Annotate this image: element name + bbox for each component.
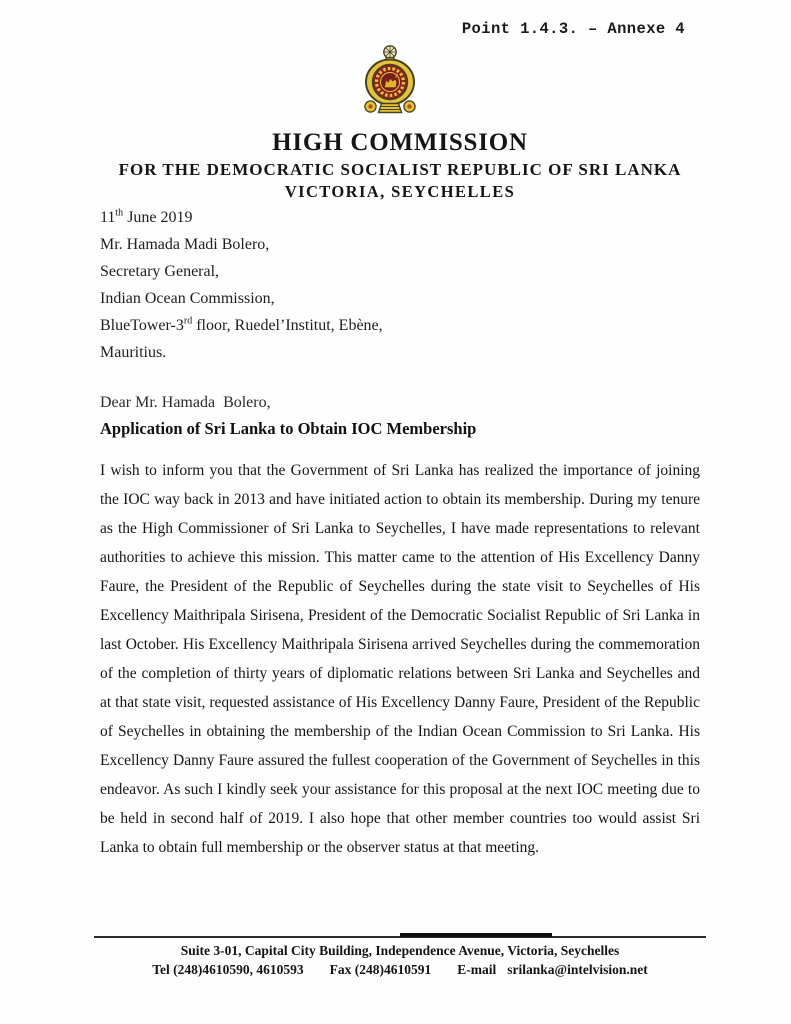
footer-address: Suite 3-01, Capital City Building, Independence Avenue, Victoria, Seychelles — [180, 943, 620, 958]
letterhead — [100, 129, 700, 202]
date-day: 11 — [100, 209, 116, 226]
date-rest: June 2019 — [123, 209, 193, 226]
subject-line: Application of Sri Lanka to Obtain IOC Membership — [100, 419, 477, 438]
recipient-address-post: floor, Ruedel’Institut, Ebène, — [192, 317, 383, 334]
recipient-country: Mauritius. — [100, 344, 167, 361]
recipient-address — [100, 312, 700, 339]
letterhead-title: HIGH COMMISSION — [272, 129, 528, 156]
emblem-moon-core — [407, 104, 411, 108]
footer-divider-thick-segment — [400, 933, 552, 937]
annexe-annotation: Point 1.4.3. – Annexe 4 — [461, 20, 685, 38]
footer-divider — [94, 936, 706, 938]
footer-email-label: E-mail — [457, 962, 497, 977]
recipient-address-pre: BlueTower-3 — [100, 317, 184, 334]
footer-email-address: srilanka@intelvision.net — [507, 962, 648, 977]
footer-fax: Fax (248)4610591 — [329, 962, 432, 977]
footer-tel: Tel (248)4610590, 4610593 — [152, 962, 304, 977]
letter-content — [100, 204, 700, 862]
footer-email-group — [457, 960, 647, 979]
footer-contact-line — [94, 960, 706, 979]
letterhead-location: VICTORIA, SEYCHELLES — [284, 182, 516, 201]
recipient-organization: Indian Ocean Commission, — [100, 290, 275, 307]
recipient-name: Mr. Hamada Madi Bolero, — [100, 236, 270, 253]
sri-lanka-national-emblem-icon — [352, 43, 428, 117]
date-line — [100, 204, 700, 231]
letterhead-subtitle: FOR THE DEMOCRATIC SOCIALIST REPUBLIC OF SRI LANKA — [118, 160, 682, 179]
emblem-crest-lines — [384, 46, 396, 58]
letter-footer — [94, 936, 706, 979]
emblem-sun-core — [368, 104, 372, 108]
date-ordinal: th — [115, 207, 124, 219]
recipient-address-ordinal: rd — [183, 315, 193, 327]
recipient-title: Secretary General, — [100, 263, 220, 280]
salutation: Dear Mr. Hamada Bolero, — [100, 394, 271, 411]
emblem-base — [379, 104, 402, 113]
body-paragraph: I wish to inform you that the Government of Sri Lanka has realized the importance of joining the IOC way back in 2013 and have initiated action to obtain its membership. During my tenure as the High Commissioner of Sri Lanka to Seychelles, I have made representations to relevant authorities to achieve this mission. This matter came to the attention of His Excellency Danny Faure, the President of the Republic of Seychelles during the state visit to Seychelles of His Excellency Maithripala Sirisena, President of the Democratic Socialist Republic of Sri Lanka in last October. His Excellency Maithripala Sirisena arrived Seychelles during the commemoration of the completion of thirty years of diplomatic relations between Sri Lanka and Seychelles and at that state visit, requested assistance of His Excellency Danny Faure, President of the Republic of Seychelles in obtaining the membership of the Indian Ocean Commission to Sri Lanka. His Excellency Danny Faure assured the fullest cooperation of the Government of Seychelles in this endeavor. As such I kindly seek your assistance for this proposal at the next IOC meeting due to be held in second half of 2019. I also hope that other member countries too would assist Sri Lanka to obtain full membership or the observer status at that meeting. — [100, 462, 700, 856]
